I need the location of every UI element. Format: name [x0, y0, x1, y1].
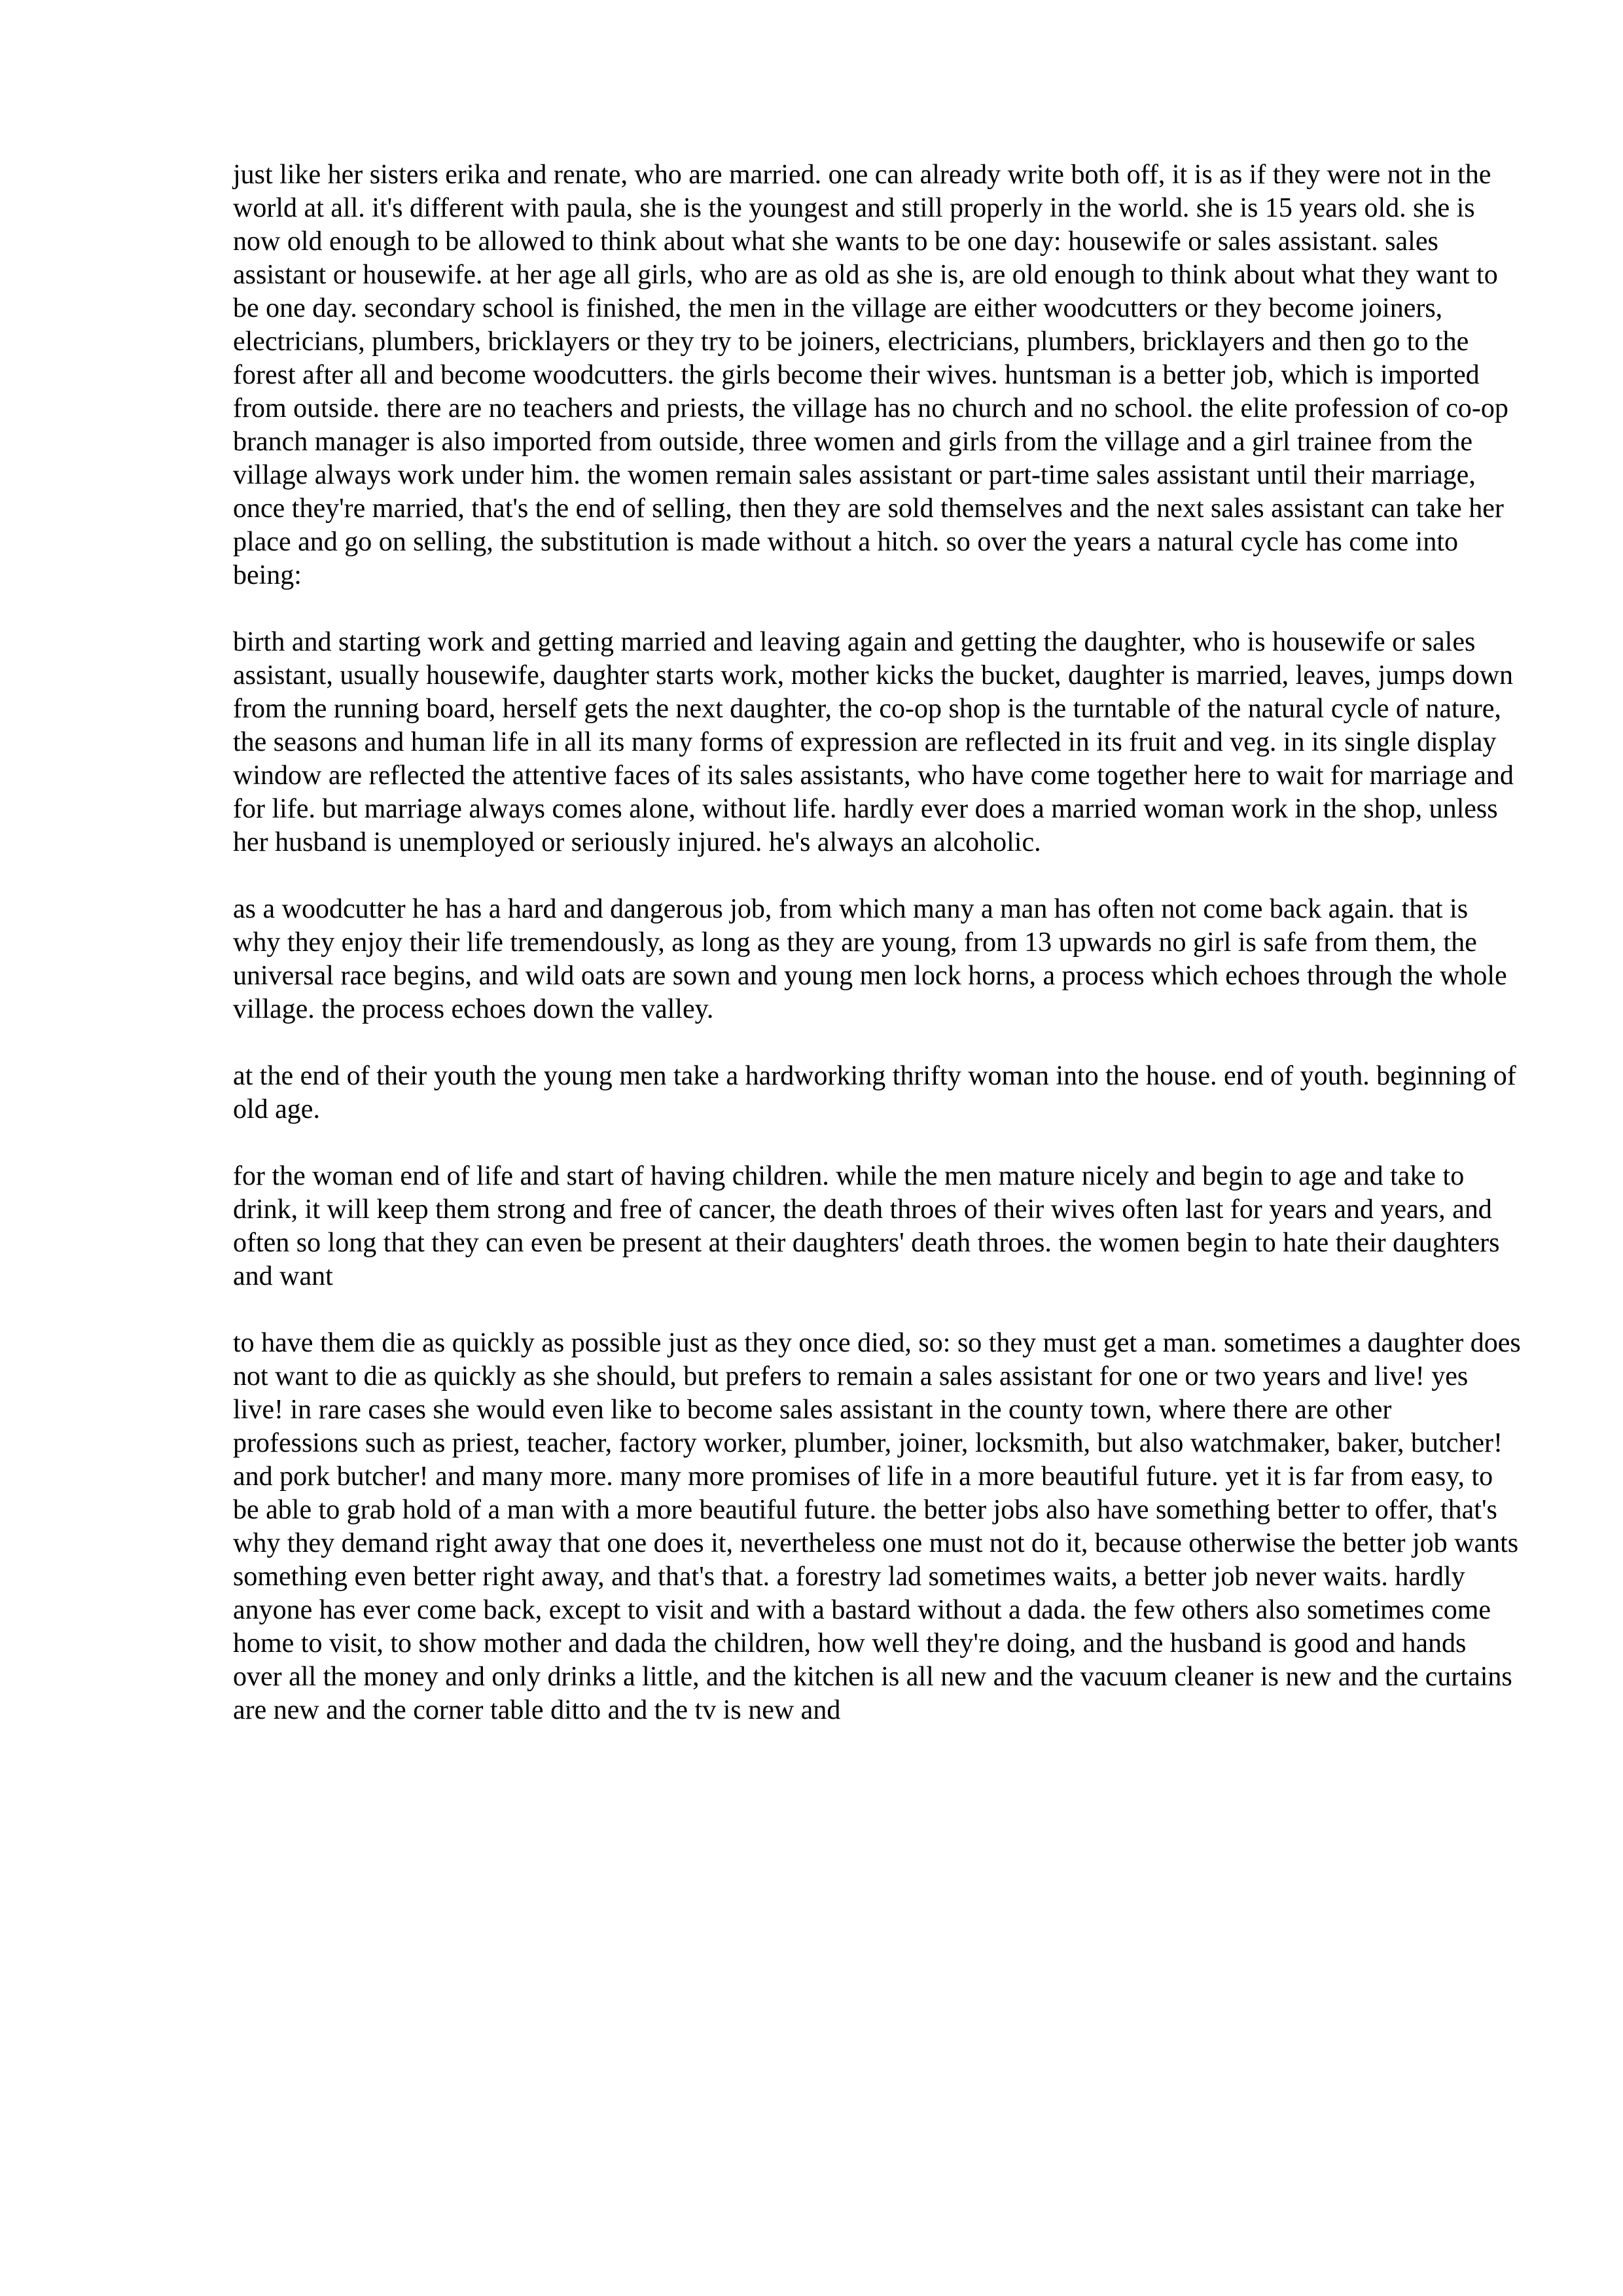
paragraph: just like her sisters erika and renate, who are married. one can already write both off, it is as if they were not in the world at all. it's different with paula, she is the youngest and still properly in the world. she is 15 years old. she is now old enough to be allowed to think about what she wants to be one day: housewife or sales assistant. sales assistant or housewife. at her age all girls, who are as old as she is, are old enough to think about what they want to be one day. secondary school is finished, the men in the village are either woodcutters or they become joiners, electricians, plumbers, bricklayers or they try to be joiners, electricians, plumbers, bricklayers and then go to the forest after all and become woodcutters. the girls become their wives. huntsman is a better job, which is imported from outside. there are no teachers and priests, the village has no church and no school. the elite profession of co-op branch manager is also imported from outside, three women and girls from the village and a girl trainee from the village always work under him. the women remain sales assistant or part-time sales assistant until their marriage, once they're married, that's the end of selling, then they are sold themselves and the next sales assistant can take her place and go on selling, the substitution is made without a hitch. so over the years a natural cycle has come into being: [233, 160, 1508, 590]
paragraph: for the woman end of life and start of having children. while the men mature nicely and begin to age and take to drink, it will keep them strong and free of cancer, the death throes of their wives often last for years and years, and often so long that they can even be present at their daughters' death throes. the women begin to hate their daughters and want [233, 1161, 1500, 1291]
text-block [233, 158, 1521, 1727]
paragraph: to have them die as quickly as possible just as they once died, so: so they must get a man. sometimes a daughter does not want to die as quickly as she should, but prefers to remain a sales assistant for one or two years and live! yes live! in rare cases she would even like to become sales assistant in the county town, where there are other professions such as priest, teacher, factory worker, plumber, joiner, locksmith, but also watchmaker, baker, butcher! and pork butcher! and many more. many more promises of life in a more beautiful future. yet it is far from easy, to be able to grab hold of a man with a more beautiful future. the better jobs also have something better to offer, that's why they demand right away that one does it, nevertheless one must not do it, because otherwise the better job wants something even better right away, and that's that. a forestry lad sometimes waits, a better job never waits. hardly anyone has ever come back, except to visit and with a bastard without a dada. the few others also sometimes come home to visit, to show mother and dada the children, how well they're doing, and the husband is good and hands over all the money and only drinks a little, and the kitchen is all new and the vacuum cleaner is new and the curtains are new and the corner table ditto and the tv is new and [233, 1328, 1521, 1725]
paragraph: as a woodcutter he has a hard and dangerous job, from which many a man has often not come back again. that is why they enjoy their life tremendously, as long as they are young, from 13 upwards no girl is safe from them, the universal race begins, and wild oats are sown and young men lock horns, a process which echoes through the whole village. the process echoes down the valley. [233, 894, 1507, 1024]
paragraph: birth and starting work and getting married and leaving again and getting the daughter, who is housewife or sales assistant, usually housewife, daughter starts work, mother kicks the bucket, daughter is married, leaves, jumps down from the running board, herself gets the next daughter, the co-op shop is the turntable of the natural cycle of nature, the seasons and human life in all its many forms of expression are reflected in its fruit and veg. in its single display window are reflected the attentive faces of its sales assistants, who have come together here to wait for marriage and for life. but marriage always comes alone, without life. hardly ever does a married woman work in the shop, unless her husband is unemployed or seriously injured. he's always an alcoholic. [233, 627, 1514, 857]
paragraph: at the end of their youth the young men take a hardworking thrifty woman into the house. end of youth. beginning of old age. [233, 1061, 1516, 1124]
